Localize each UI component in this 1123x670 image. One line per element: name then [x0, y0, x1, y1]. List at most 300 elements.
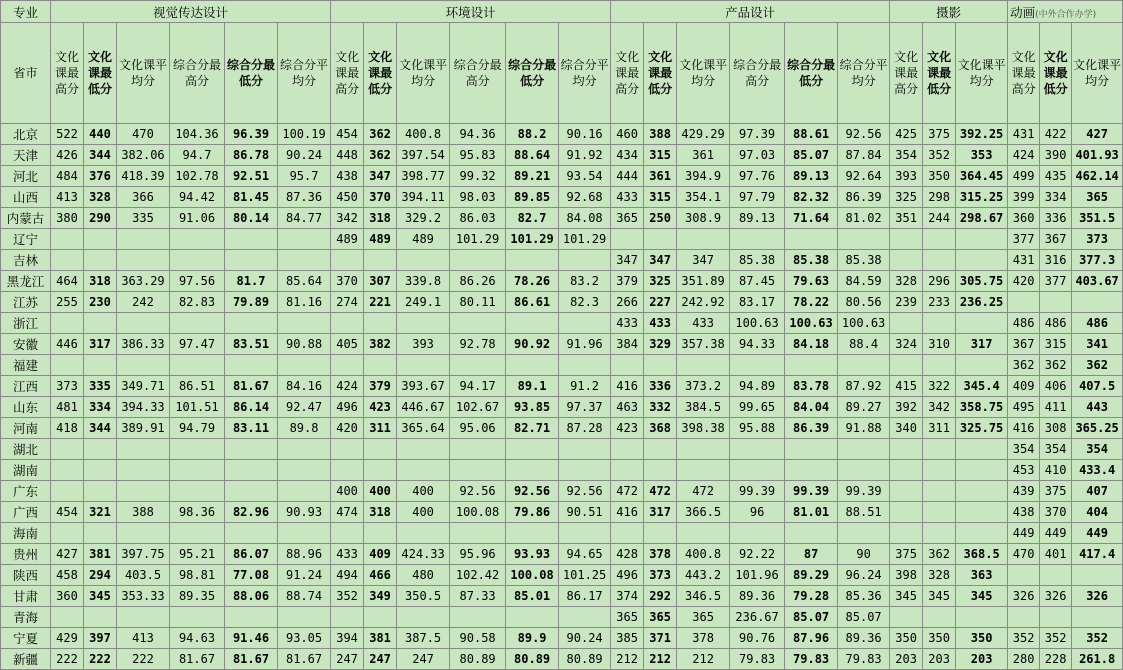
score-cell: 84.77 [278, 208, 331, 229]
score-cell: 470 [1008, 544, 1040, 565]
score-cell [170, 229, 225, 250]
score-cell [117, 355, 170, 376]
score-cell [225, 250, 278, 271]
score-cell: 429 [51, 628, 84, 649]
score-cell: 247 [364, 649, 397, 670]
score-cell: 104.36 [170, 124, 225, 145]
table-row [1, 334, 1123, 355]
score-cell: 449 [1008, 523, 1040, 544]
province-cell: 甘肃 [1, 586, 51, 607]
score-cell [611, 460, 644, 481]
score-cell: 522 [51, 124, 84, 145]
score-cell [225, 313, 278, 334]
score-cell: 489 [397, 229, 450, 250]
score-cell: 101.25 [559, 565, 611, 586]
score-cell [225, 523, 278, 544]
score-cell: 329 [644, 334, 677, 355]
table-row [1, 439, 1123, 460]
score-cell: 305.75 [956, 271, 1008, 292]
score-cell [51, 355, 84, 376]
province-cell: 河北 [1, 166, 51, 187]
col-header-product-composite-min: 综合分最低分 [785, 23, 838, 124]
score-cell [506, 355, 559, 376]
score-cell: 101.51 [170, 397, 225, 418]
score-cell: 354 [1072, 439, 1123, 460]
col-header-animation-cultural-max: 文化课最高分 [1008, 23, 1040, 124]
score-cell: 222 [51, 649, 84, 670]
province-cell: 天津 [1, 145, 51, 166]
score-cell: 486 [1008, 313, 1040, 334]
score-cell: 368 [644, 418, 677, 439]
score-cell: 90.24 [278, 145, 331, 166]
score-cell: 101.29 [559, 229, 611, 250]
score-cell: 97.79 [730, 187, 785, 208]
table-row [1, 523, 1123, 544]
score-cell: 250 [644, 208, 677, 229]
score-cell: 90.92 [506, 334, 559, 355]
score-cell [730, 229, 785, 250]
score-cell: 404 [1072, 502, 1123, 523]
score-cell: 100.19 [278, 124, 331, 145]
score-cell: 308 [1040, 418, 1072, 439]
score-cell: 85.07 [785, 145, 838, 166]
col-header-environment-composite-min: 综合分最低分 [506, 23, 559, 124]
score-cell [331, 355, 364, 376]
score-cell: 460 [611, 124, 644, 145]
table-row [1, 586, 1123, 607]
score-cell: 261.8 [1072, 649, 1123, 670]
score-cell: 89.85 [506, 187, 559, 208]
score-cell [450, 355, 506, 376]
score-cell: 376 [84, 166, 117, 187]
score-cell: 99.39 [730, 481, 785, 502]
score-cell: 97.39 [730, 124, 785, 145]
score-cell: 86.03 [450, 208, 506, 229]
score-cell: 462.14 [1072, 166, 1123, 187]
score-cell: 334 [84, 397, 117, 418]
table-row [1, 250, 1123, 271]
score-cell: 363 [956, 565, 1008, 586]
score-cell: 393 [397, 334, 450, 355]
score-cell [84, 355, 117, 376]
score-cell: 91.46 [225, 628, 278, 649]
score-cell: 326 [1072, 586, 1123, 607]
score-cell [730, 460, 785, 481]
score-cell [956, 523, 1008, 544]
province-cell: 辽宁 [1, 229, 51, 250]
score-cell: 394.11 [397, 187, 450, 208]
score-cell: 341 [1072, 334, 1123, 355]
score-cell: 85.07 [785, 607, 838, 628]
score-cell: 92.56 [838, 124, 890, 145]
score-cell: 328 [923, 565, 956, 586]
province-cell: 北京 [1, 124, 51, 145]
table-row [1, 460, 1123, 481]
score-cell [331, 313, 364, 334]
score-cell: 96.24 [838, 565, 890, 586]
score-cell: 80.56 [838, 292, 890, 313]
score-cell: 96 [730, 502, 785, 523]
score-cell: 83.51 [225, 334, 278, 355]
score-cell: 489 [331, 229, 364, 250]
score-cell: 89.21 [506, 166, 559, 187]
score-cell [450, 313, 506, 334]
score-cell: 365.25 [1072, 418, 1123, 439]
score-cell: 92.22 [730, 544, 785, 565]
col-header-environment-cultural-avg: 文化课平均分 [397, 23, 450, 124]
score-cell [506, 607, 559, 628]
score-cell: 88.51 [838, 502, 890, 523]
score-cell [51, 439, 84, 460]
score-cell: 420 [1008, 271, 1040, 292]
score-cell [559, 355, 611, 376]
score-cell [890, 502, 923, 523]
col-header-environment-composite-avg: 综合分平均分 [559, 23, 611, 124]
score-cell: 440 [84, 124, 117, 145]
col-header-photo-cultural-avg: 文化课平均分 [956, 23, 1008, 124]
score-cell: 486 [1072, 313, 1123, 334]
score-cell: 90.58 [450, 628, 506, 649]
score-cell: 350.5 [397, 586, 450, 607]
table-row [1, 313, 1123, 334]
score-cell: 332 [644, 397, 677, 418]
score-cell: 344 [84, 145, 117, 166]
score-cell: 386.33 [117, 334, 170, 355]
group-visual-communication: 视觉传达设计 [51, 1, 331, 23]
score-cell: 458 [51, 565, 84, 586]
score-cell: 89.36 [838, 628, 890, 649]
score-cell: 449 [1072, 523, 1123, 544]
score-cell [84, 607, 117, 628]
score-cell: 407 [1072, 481, 1123, 502]
score-cell: 353 [956, 145, 1008, 166]
score-cell: 366.5 [677, 502, 730, 523]
table-row [1, 565, 1123, 586]
score-cell: 334 [1040, 187, 1072, 208]
col-header-photo-cultural-max: 文化课最高分 [890, 23, 923, 124]
score-cell: 85.38 [785, 250, 838, 271]
score-cell: 352 [331, 586, 364, 607]
score-cell: 400 [364, 481, 397, 502]
score-cell: 373 [644, 565, 677, 586]
score-cell: 90.24 [559, 628, 611, 649]
score-cell: 79.28 [785, 586, 838, 607]
group-photography: 摄影 [890, 1, 1008, 23]
score-cell: 317 [644, 502, 677, 523]
table-row [1, 229, 1123, 250]
col-header-visual-composite-min: 综合分最低分 [225, 23, 278, 124]
score-cell: 349.71 [117, 376, 170, 397]
score-cell [923, 250, 956, 271]
score-cell [225, 229, 278, 250]
score-cell: 290 [84, 208, 117, 229]
score-cell: 93.54 [559, 166, 611, 187]
col-header-visual-cultural-max: 文化课最高分 [51, 23, 84, 124]
score-cell: 315 [1040, 334, 1072, 355]
score-cell: 87.92 [838, 376, 890, 397]
score-cell: 400 [397, 502, 450, 523]
score-cell: 228 [1040, 649, 1072, 670]
score-cell: 90 [838, 544, 890, 565]
score-cell [278, 481, 331, 502]
score-cell: 428 [611, 544, 644, 565]
score-cell: 97.03 [730, 145, 785, 166]
score-cell: 403.67 [1072, 271, 1123, 292]
score-cell [559, 460, 611, 481]
score-cell: 82.7 [506, 208, 559, 229]
score-cell: 360 [1008, 208, 1040, 229]
score-cell: 91.92 [559, 145, 611, 166]
score-cell [1008, 292, 1040, 313]
score-cell: 86.51 [170, 376, 225, 397]
province-cell: 宁夏 [1, 628, 51, 649]
score-cell: 347 [644, 250, 677, 271]
score-cell: 92.47 [278, 397, 331, 418]
score-cell: 85.38 [730, 250, 785, 271]
province-cell: 贵州 [1, 544, 51, 565]
score-cell: 351.89 [677, 271, 730, 292]
score-cell: 371 [644, 628, 677, 649]
score-cell: 367 [1040, 229, 1072, 250]
score-cell: 100.63 [838, 313, 890, 334]
score-cell [397, 250, 450, 271]
score-cell: 83.11 [225, 418, 278, 439]
province-cell: 湖南 [1, 460, 51, 481]
score-cell: 379 [611, 271, 644, 292]
score-cell: 424.33 [397, 544, 450, 565]
score-cell: 99.39 [838, 481, 890, 502]
score-cell: 464 [51, 271, 84, 292]
score-cell [278, 355, 331, 376]
score-cell: 325 [890, 187, 923, 208]
score-cell [225, 481, 278, 502]
score-cell: 399 [1008, 187, 1040, 208]
score-cell: 472 [611, 481, 644, 502]
score-cell: 484 [51, 166, 84, 187]
score-cell: 92.51 [225, 166, 278, 187]
score-cell: 495 [1008, 397, 1040, 418]
score-cell: 78.22 [785, 292, 838, 313]
score-cell [278, 607, 331, 628]
score-cell: 94.33 [730, 334, 785, 355]
score-cell [838, 439, 890, 460]
score-cell: 370 [331, 271, 364, 292]
score-cell: 354 [1040, 439, 1072, 460]
score-cell: 352 [1072, 628, 1123, 649]
score-cell: 227 [644, 292, 677, 313]
score-cell: 351 [890, 208, 923, 229]
score-cell [51, 229, 84, 250]
table-row [1, 124, 1123, 145]
score-cell: 454 [331, 124, 364, 145]
score-cell: 417.4 [1072, 544, 1123, 565]
score-cell: 403.5 [117, 565, 170, 586]
score-cell: 317 [84, 334, 117, 355]
score-cell [611, 439, 644, 460]
score-cell: 416 [611, 376, 644, 397]
score-cell: 81.16 [278, 292, 331, 313]
score-cell: 242.92 [677, 292, 730, 313]
score-cell [890, 355, 923, 376]
score-cell: 423 [364, 397, 397, 418]
score-cell [117, 250, 170, 271]
score-cell: 95.96 [450, 544, 506, 565]
score-cell: 405 [331, 334, 364, 355]
score-cell: 470 [117, 124, 170, 145]
score-cell: 410 [1040, 460, 1072, 481]
score-cell: 94.65 [559, 544, 611, 565]
score-cell: 81.01 [785, 502, 838, 523]
score-cell [364, 523, 397, 544]
score-cell: 350 [923, 166, 956, 187]
col-header-environment-composite-max: 综合分最高分 [450, 23, 506, 124]
score-cell [785, 355, 838, 376]
score-cell: 406 [1040, 376, 1072, 397]
score-cell: 400 [331, 481, 364, 502]
score-cell: 79.63 [785, 271, 838, 292]
score-cell: 382.06 [117, 145, 170, 166]
score-cell: 388 [644, 124, 677, 145]
score-cell: 318 [364, 502, 397, 523]
score-cell: 342 [923, 397, 956, 418]
score-cell: 311 [923, 418, 956, 439]
score-cell [51, 607, 84, 628]
score-cell [611, 523, 644, 544]
score-cell: 362 [364, 124, 397, 145]
score-cell: 347 [611, 250, 644, 271]
score-cell: 365 [644, 607, 677, 628]
score-cell [1072, 565, 1123, 586]
score-cell: 92.56 [506, 481, 559, 502]
score-cell [331, 523, 364, 544]
score-cell: 354.1 [677, 187, 730, 208]
score-cell: 212 [677, 649, 730, 670]
score-cell: 409 [364, 544, 397, 565]
score-cell: 318 [84, 271, 117, 292]
score-cell: 368.5 [956, 544, 1008, 565]
score-cell: 77.08 [225, 565, 278, 586]
score-cell: 82.96 [225, 502, 278, 523]
score-cell: 95.88 [730, 418, 785, 439]
score-cell [506, 313, 559, 334]
score-cell: 434 [611, 145, 644, 166]
score-cell: 88.2 [506, 124, 559, 145]
score-cell: 82.32 [785, 187, 838, 208]
score-cell: 443.2 [677, 565, 730, 586]
score-cell: 89.36 [730, 586, 785, 607]
score-cell [838, 460, 890, 481]
score-cell: 280 [1008, 649, 1040, 670]
table-row [1, 376, 1123, 397]
score-cell: 230 [84, 292, 117, 313]
score-cell: 400.8 [677, 544, 730, 565]
score-cell: 91.24 [278, 565, 331, 586]
score-cell: 90.16 [559, 124, 611, 145]
score-cell: 438 [331, 166, 364, 187]
score-cell: 350 [956, 628, 1008, 649]
score-cell: 366 [117, 187, 170, 208]
score-cell: 352 [1040, 628, 1072, 649]
score-cell: 422 [1040, 124, 1072, 145]
group-product-design: 产品设计 [611, 1, 890, 23]
score-cell: 89.35 [170, 586, 225, 607]
score-cell: 379 [364, 376, 397, 397]
score-cell: 79.86 [506, 502, 559, 523]
score-cell: 384 [611, 334, 644, 355]
province-cell: 福建 [1, 355, 51, 376]
score-cell [331, 460, 364, 481]
score-cell: 88.74 [278, 586, 331, 607]
score-cell [1040, 292, 1072, 313]
score-cell: 389.91 [117, 418, 170, 439]
score-cell: 357.38 [677, 334, 730, 355]
score-cell: 362 [1072, 355, 1123, 376]
score-cell: 322 [923, 376, 956, 397]
score-cell: 89.13 [785, 166, 838, 187]
province-cell: 黑龙江 [1, 271, 51, 292]
score-cell: 99.32 [450, 166, 506, 187]
score-cell [84, 460, 117, 481]
score-cell: 349 [364, 586, 397, 607]
score-cell [84, 439, 117, 460]
score-cell: 90.76 [730, 628, 785, 649]
score-cell: 448 [331, 145, 364, 166]
score-cell: 354 [1008, 439, 1040, 460]
score-cell [890, 313, 923, 334]
score-cell: 328 [890, 271, 923, 292]
score-cell: 362 [1040, 355, 1072, 376]
score-cell: 454 [51, 502, 84, 523]
score-cell: 221 [364, 292, 397, 313]
score-cell: 80.89 [559, 649, 611, 670]
score-cell: 373.2 [677, 376, 730, 397]
score-cell: 98.36 [170, 502, 225, 523]
score-cell: 398.77 [397, 166, 450, 187]
group-animation [1008, 1, 1123, 23]
score-cell: 472 [677, 481, 730, 502]
score-cell: 370 [364, 187, 397, 208]
score-cell: 102.42 [450, 565, 506, 586]
score-cell: 365 [677, 607, 730, 628]
province-cell: 新疆 [1, 649, 51, 670]
score-cell: 373 [51, 376, 84, 397]
score-cell: 87.96 [785, 628, 838, 649]
score-cell [364, 439, 397, 460]
score-cell: 80.11 [450, 292, 506, 313]
score-cell [506, 460, 559, 481]
score-cell [785, 523, 838, 544]
score-cell: 361 [644, 166, 677, 187]
score-cell: 377 [1040, 271, 1072, 292]
score-cell [51, 250, 84, 271]
score-cell: 82.3 [559, 292, 611, 313]
score-cell: 393 [890, 166, 923, 187]
score-cell: 340 [890, 418, 923, 439]
score-cell: 364.45 [956, 166, 1008, 187]
table-row [1, 649, 1123, 670]
score-cell: 373 [1072, 229, 1123, 250]
score-cell [397, 460, 450, 481]
score-cell: 496 [331, 397, 364, 418]
score-cell: 89.27 [838, 397, 890, 418]
score-cell [838, 523, 890, 544]
score-cell: 97.37 [559, 397, 611, 418]
score-cell [956, 229, 1008, 250]
score-cell: 362 [923, 544, 956, 565]
col-header-environment-cultural-min: 文化课最低分 [364, 23, 397, 124]
score-cell [450, 439, 506, 460]
score-cell: 298 [923, 187, 956, 208]
